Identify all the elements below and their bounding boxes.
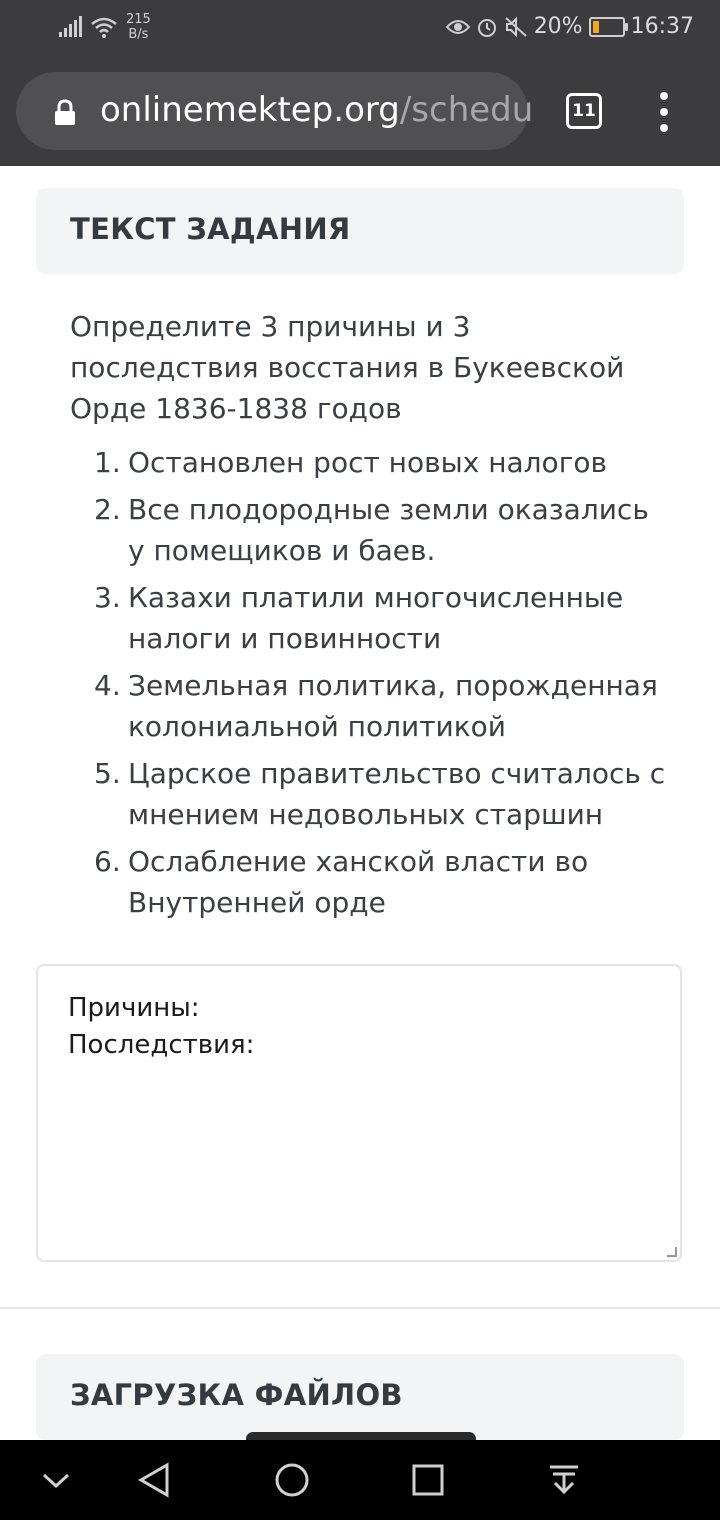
- item-number: 3.: [94, 581, 121, 614]
- task-options-list: [70, 442, 670, 929]
- recents-icon[interactable]: [402, 1454, 454, 1506]
- item-number: 2.: [94, 493, 121, 526]
- back-icon[interactable]: [130, 1454, 182, 1506]
- answer-line-causes: Причины:: [68, 993, 200, 1023]
- tab-switcher-button[interactable]: 11: [566, 93, 602, 129]
- section-divider: [0, 1307, 720, 1309]
- status-left: [58, 12, 151, 42]
- task-text-title: ТЕКСТ ЗАДАНИЯ: [70, 212, 351, 246]
- file-upload-title: ЗАГРУЗКА ФАЙЛОВ: [70, 1378, 403, 1412]
- item-text: Все плодородные земли оказались у помещиков и баев.: [128, 493, 649, 567]
- task-text-header: [36, 188, 684, 274]
- task-prompt: Определите 3 причины и 3 последствия восстания в Букеевской Орде 1836-1838 годов: [70, 310, 625, 425]
- clock: 16:37: [630, 14, 694, 39]
- list-item: [70, 753, 670, 835]
- item-text: Земельная политика, порожденная колониальной политикой: [128, 669, 658, 743]
- signal-icon: [58, 15, 82, 39]
- battery-percent: 20%: [533, 14, 583, 39]
- notification-pulldown-icon[interactable]: [538, 1454, 590, 1506]
- item-text: Казахи платили многочисленные налоги и повинности: [128, 581, 624, 655]
- list-item: [70, 665, 670, 747]
- lock-icon[interactable]: [54, 100, 76, 126]
- list-item: [70, 489, 670, 571]
- mute-icon: [504, 16, 528, 38]
- alarm-icon: [476, 16, 498, 38]
- battery-level: [593, 21, 599, 33]
- url-text[interactable]: [100, 88, 534, 132]
- system-nav-bar: [0, 1440, 720, 1520]
- more-menu-icon[interactable]: [652, 92, 676, 132]
- home-icon[interactable]: [266, 1454, 318, 1506]
- eye-icon: [446, 17, 470, 37]
- url-host: onlinemektep.org: [100, 90, 400, 130]
- status-right: [446, 14, 694, 39]
- item-text: Царское правительство считалось с мнением недовольных старшин: [128, 757, 666, 831]
- item-number: 5.: [94, 757, 121, 790]
- wifi-icon: [90, 15, 118, 39]
- resize-handle-icon[interactable]: [667, 1247, 677, 1257]
- hide-nav-icon[interactable]: [30, 1454, 82, 1506]
- status-bar: [0, 0, 720, 56]
- answer-line-consequences: Последствия:: [68, 1030, 255, 1060]
- answer-textarea[interactable]: [36, 964, 682, 1262]
- url-path: /schedu: [399, 90, 534, 130]
- network-speed: [126, 12, 151, 42]
- battery-icon: [589, 17, 625, 37]
- file-upload-header: [36, 1354, 684, 1440]
- item-text: Ослабление ханской власти во Внутренней орде: [128, 845, 589, 919]
- list-item: [70, 442, 670, 483]
- list-item: [70, 841, 670, 923]
- item-number: 1.: [94, 446, 121, 479]
- item-text: Остановлен рост новых налогов: [128, 446, 608, 479]
- net-speed-unit: B/s: [128, 27, 149, 42]
- item-number: 6.: [94, 845, 121, 878]
- list-item: [70, 577, 670, 659]
- item-number: 4.: [94, 669, 121, 702]
- address-bar[interactable]: [16, 72, 534, 150]
- browser-toolbar: [0, 56, 720, 166]
- net-speed-value: 215: [126, 12, 151, 27]
